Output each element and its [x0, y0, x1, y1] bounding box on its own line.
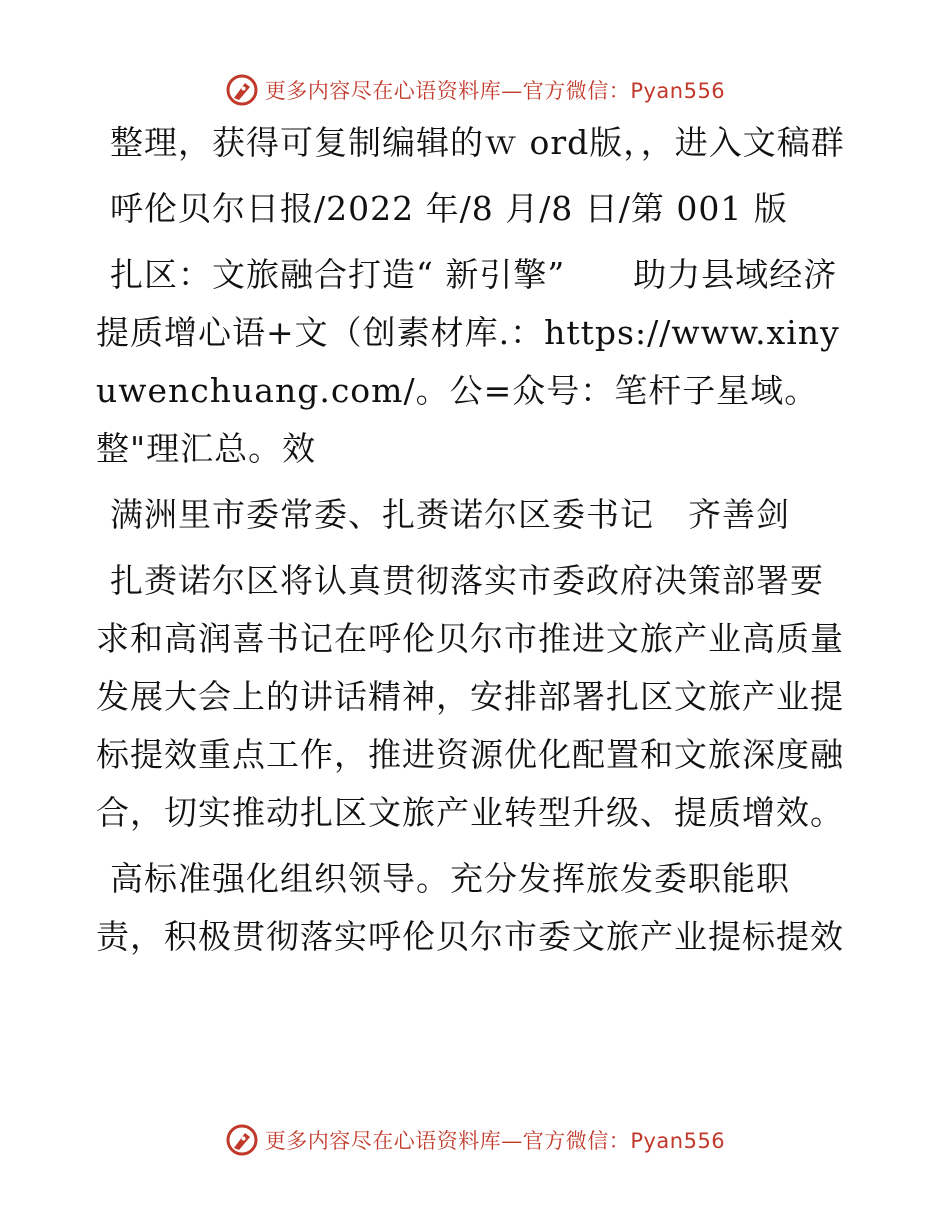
paragraph [96, 552, 856, 842]
footer-banner [0, 1120, 950, 1160]
document-body [96, 114, 856, 974]
logo-icon [225, 73, 259, 107]
header-banner-cn: 更多内容尽在心语资料库—官方微信： [264, 79, 631, 103]
header-banner [0, 70, 950, 110]
paragraph-text: 呼伦贝尔日报/2022 年/8 月/8 日/第 001 版 [110, 189, 788, 228]
paragraph [96, 246, 856, 478]
paragraph-text: 高标准强化组织领导。充分发挥旅发委职能职责，积极贯彻落实呼伦贝尔市委文旅产业提标提效 [96, 859, 844, 956]
header-wechat-id: Pyan556 [630, 79, 726, 103]
paragraph-text: 扎区：文旅融合打造“ 新引擎” 助力县域经济提质增心语+文（创素材库.：https://www.xinyuwenchuang.com/。公=众号：笔杆子星域。整"理汇总。效 [96, 255, 840, 468]
footer-banner-cn: 更多内容尽在心语资料库—官方微信： [264, 1129, 631, 1153]
header-banner-text [265, 75, 725, 105]
footer-wechat-id: Pyan556 [630, 1129, 726, 1153]
paragraph-text: 扎赉诺尔区将认真贯彻落实市委政府决策部署要求和高润喜书记在呼伦贝尔市推进文旅产业高质量发展大会上的讲话精神，安排部署扎区文旅产业提标提效重点工作，推进资源优化配置和文旅深度融合，切实推动扎区文旅产业转型升级、提质增效。 [96, 561, 844, 832]
paragraph [96, 180, 856, 238]
paragraph [96, 850, 856, 966]
paragraph [96, 114, 856, 172]
paragraph-text: 满洲里市委常委、扎赉诺尔区委书记 齐善剑 [110, 495, 790, 534]
paragraph-text: 整理，获得可复制编辑的ｗ ord版，，进入文稿群 [110, 123, 845, 162]
header-banner-inner [225, 73, 725, 107]
footer-banner-inner [225, 1123, 725, 1157]
footer-banner-text [265, 1125, 725, 1155]
paragraph [96, 486, 856, 544]
logo-icon [225, 1123, 259, 1157]
